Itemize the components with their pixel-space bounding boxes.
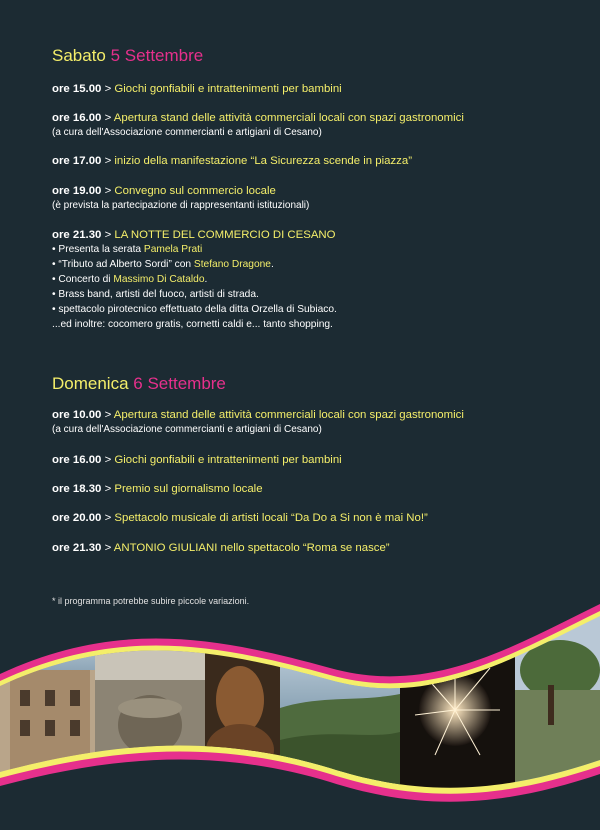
bullet-2 xyxy=(52,259,274,270)
event-time: ore 18.30 xyxy=(52,483,102,495)
bullet-text: • Presenta la serata xyxy=(52,244,144,255)
event-text: Apertura stand delle attività commerciali locali con spazi gastronomici xyxy=(113,112,464,124)
saturday-title xyxy=(52,46,203,66)
bullet-text: . xyxy=(204,274,208,285)
event-text: Apertura stand delle attività commerciali locali con spazi gastronomici xyxy=(113,409,464,421)
bullet-text: • Brass band, artisti del fuoco, artisti di strada. xyxy=(52,289,259,300)
sun-event-1 xyxy=(52,408,464,422)
photo-statue xyxy=(205,610,280,810)
sun-event-5 xyxy=(52,541,390,555)
bullet-highlight: Massimo Di Cataldo xyxy=(113,274,205,285)
sunday-title xyxy=(52,374,226,394)
sat-event-4 xyxy=(52,184,276,198)
bullet-text: • “Tributo ad Alberto Sordi” con xyxy=(52,259,194,270)
bullet-highlight: Pamela Prati xyxy=(143,244,203,255)
event-text: ANTONIO GIULIANI nello spettacolo “Roma se nasce” xyxy=(113,542,390,554)
bullet-3 xyxy=(52,274,207,285)
event-sep: > xyxy=(104,83,112,95)
sun-event-2 xyxy=(52,453,342,467)
sat-event-2 xyxy=(52,111,464,125)
event-time: ore 17.00 xyxy=(52,155,102,167)
sunday-date: 6 Settembre xyxy=(133,374,226,393)
event-sep: > xyxy=(104,185,112,197)
event-sep: > xyxy=(104,229,112,241)
event-sep: > xyxy=(104,155,112,167)
sat-event-1 xyxy=(52,82,342,96)
bullet-text: ...ed inoltre: cocomero gratis, cornetti caldi e... tanto shopping. xyxy=(52,319,333,330)
sunday-day: Domenica xyxy=(52,374,129,393)
event-sep: > xyxy=(104,112,112,124)
event-time: ore 21.30 xyxy=(52,542,102,554)
event-sep: > xyxy=(104,483,112,495)
event-sep: > xyxy=(104,542,112,554)
event-text: Premio sul giornalismo locale xyxy=(114,483,263,495)
event-sep: > xyxy=(104,512,112,524)
event-time: ore 15.00 xyxy=(52,83,102,95)
event-time: ore 21.30 xyxy=(52,229,102,241)
sat-event-2-note: (a cura dell'Associazione commercianti e artigiani di Cesano) xyxy=(52,127,322,138)
footnote: * il programma potrebbe subire piccole variazioni. xyxy=(52,596,250,606)
event-time: ore 19.00 xyxy=(52,185,102,197)
event-text: inizio della manifestazione “La Sicurezza scende in piazza” xyxy=(114,155,412,167)
sat-event-3 xyxy=(52,154,412,168)
event-time: ore 16.00 xyxy=(52,454,102,466)
bullet-text: • spettacolo pirotecnico effettuato della ditta Orzella di Subiaco. xyxy=(52,304,337,315)
sun-event-4 xyxy=(52,511,428,525)
bullet-1 xyxy=(52,244,202,255)
photo-fireworks xyxy=(400,600,515,810)
sat-event-5 xyxy=(52,228,336,242)
bullet-5 xyxy=(52,304,337,315)
event-text: LA NOTTE DEL COMMERCIO DI CESANO xyxy=(114,229,336,241)
event-text: Giochi gonfiabili e intrattenimenti per bambini xyxy=(114,83,342,95)
bullet-highlight: Stefano Dragone xyxy=(193,259,271,270)
event-sep: > xyxy=(104,409,112,421)
event-time: ore 20.00 xyxy=(52,512,102,524)
saturday-day: Sabato xyxy=(52,46,106,65)
event-time: ore 16.00 xyxy=(52,112,102,124)
saturday-date: 5 Settembre xyxy=(110,46,204,65)
event-sep: > xyxy=(104,454,112,466)
event-text: Spettacolo musicale di artisti locali “Da Do a Si non è mai No!” xyxy=(114,512,428,524)
sun-event-3 xyxy=(52,482,263,496)
event-time: ore 10.00 xyxy=(52,409,102,421)
event-text: Giochi gonfiabili e intrattenimenti per bambini xyxy=(114,454,342,466)
sun-event-1-note: (a cura dell'Associazione commercianti e artigiani di Cesano) xyxy=(52,424,322,435)
event-text: Convegno sul commercio locale xyxy=(114,185,276,197)
sat-event-4-note: (è prevista la partecipazione di rappresentanti istituzionali) xyxy=(52,200,310,211)
bullet-text: • Concerto di xyxy=(52,274,114,285)
bullet-text: . xyxy=(270,259,274,270)
bullet-6 xyxy=(52,319,333,330)
photo-banner xyxy=(0,590,600,830)
bullet-4 xyxy=(52,289,259,300)
